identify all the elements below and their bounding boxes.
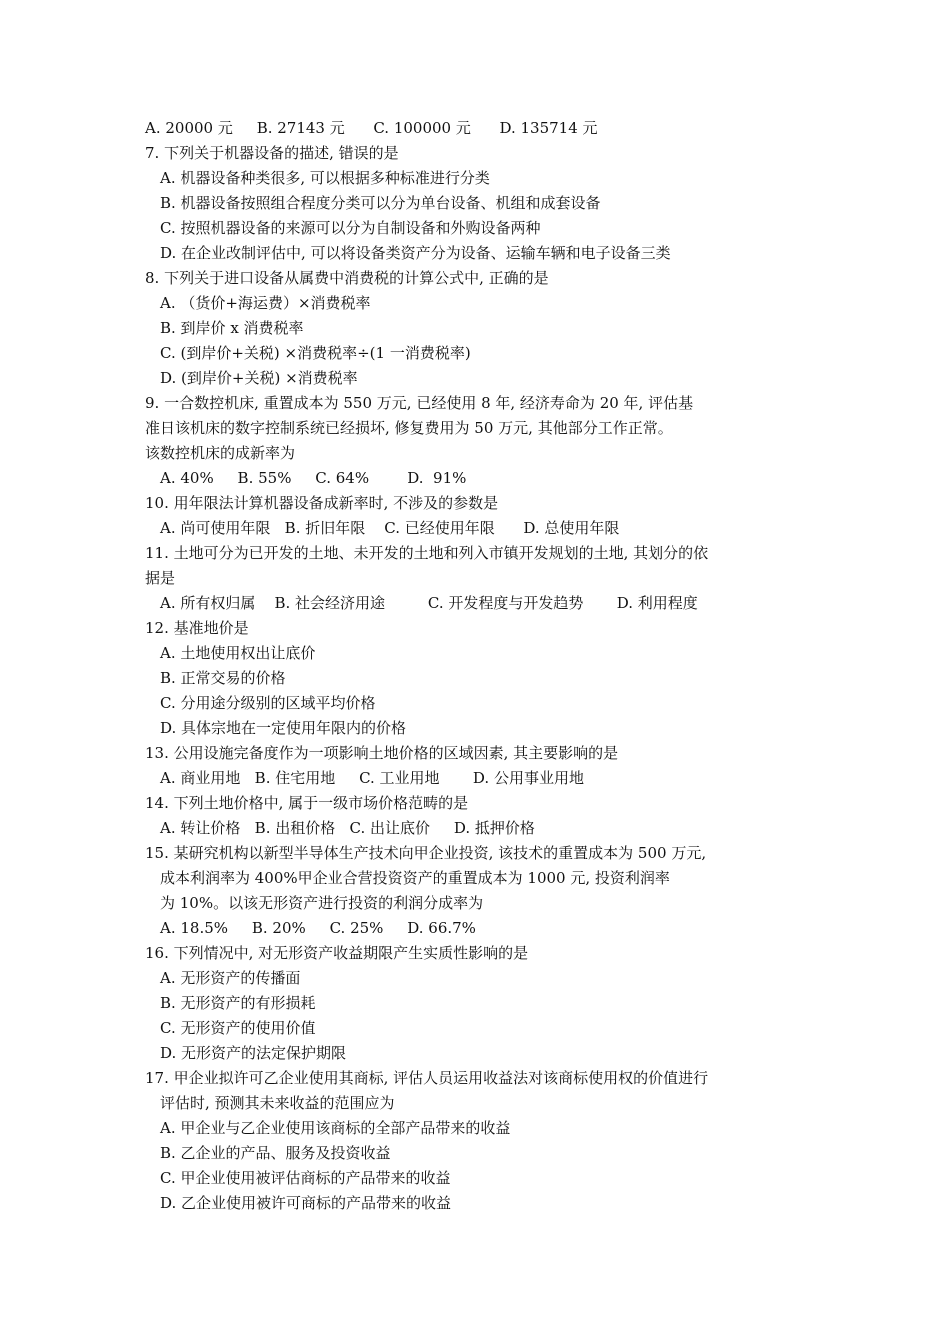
q11-stem-line1: 11. 土地可分为已开发的土地、未开发的土地和列入市镇开发规划的土地, 其划分的依 (145, 544, 709, 562)
q11-options: A. 所有权归属 B. 社会经济用途 C. 开发程度与开发趋势 D. 利用程度 (160, 594, 698, 612)
q7-stem: 7. 下列关于机器设备的描述, 错误的是 (145, 144, 399, 162)
q8-option-d: D. (到岸价+关税) ×消费税率 (160, 369, 358, 387)
q16-option-a: A. 无形资产的传播面 (160, 969, 301, 987)
q15-stem-line2: 成本利润率为 400%甲企业合营投资资产的重置成本为 1000 元, 投资利润率 (160, 869, 670, 887)
q11-stem-line2: 据是 (145, 569, 176, 587)
q13-options: A. 商业用地 B. 住宅用地 C. 工业用地 D. 公用事业用地 (160, 769, 584, 787)
q10-options: A. 尚可使用年限 B. 折旧年限 C. 已经使用年限 D. 总使用年限 (160, 519, 620, 537)
q9-stem-line1: 9. 一合数控机床, 重置成本为 550 万元, 已经使用 8 年, 经济寿命为 20 年, 评估基 (145, 394, 694, 412)
q9-stem-line2: 准日该机床的数字控制系统已经损坏, 修复费用为 50 万元, 其他部分工作正常。 (145, 419, 673, 437)
q8-option-a: A. （货价+海运费）×消费税率 (160, 294, 371, 312)
q16-stem: 16. 下列情况中, 对无形资产收益期限产生实质性影响的是 (145, 944, 529, 962)
q8-stem: 8. 下列关于进口设备从属费中消费税的计算公式中, 正确的是 (145, 269, 549, 287)
q15-options: A. 18.5% B. 20% C. 25% D. 66.7% (160, 919, 476, 937)
q17-option-d: D. 乙企业使用被许可商标的产品带来的收益 (160, 1194, 452, 1212)
q14-stem: 14. 下列土地价格中, 属于一级市场价格范畴的是 (145, 794, 469, 812)
q16-option-d: D. 无形资产的法定保护期限 (160, 1044, 347, 1062)
q17-option-b: B. 乙企业的产品、服务及投资收益 (160, 1144, 391, 1162)
q13-stem: 13. 公用设施完备度作为一项影响土地价格的区域因素, 其主要影响的是 (145, 744, 619, 762)
q17-option-a: A. 甲企业与乙企业使用该商标的全部产品带来的收益 (160, 1119, 511, 1137)
q17-stem-line1: 17. 甲企业拟许可乙企业使用其商标, 评估人员运用收益法对该商标使用权的价值进行 (145, 1069, 709, 1087)
q12-option-c: C. 分用途分级别的区域平均价格 (160, 694, 376, 712)
q14-options: A. 转让价格 B. 出租价格 C. 出让底价 D. 抵押价格 (160, 819, 535, 837)
q12-option-a: A. 土地使用权出让底价 (160, 644, 316, 662)
q7-option-b: B. 机器设备按照组合程度分类可以分为单台设备、机组和成套设备 (160, 194, 601, 212)
q12-option-b: B. 正常交易的价格 (160, 669, 286, 687)
q8-option-c: C. (到岸价+关税) ×消费税率÷(1 一消费税率) (160, 344, 471, 362)
q10-stem: 10. 用年限法计算机器设备成新率时, 不涉及的参数是 (145, 494, 499, 512)
q7-option-c: C. 按照机器设备的来源可以分为自制设备和外购设备两种 (160, 219, 541, 237)
q16-option-c: C. 无形资产的使用价值 (160, 1019, 316, 1037)
q7-option-a: A. 机器设备种类很多, 可以根据多种标准进行分类 (160, 169, 490, 187)
q6-options: A. 20000 元 B. 27143 元 C. 100000 元 D. 135714 元 (145, 119, 598, 137)
q9-stem-line3: 该数控机床的成新率为 (145, 444, 296, 462)
q15-stem-line1: 15. 某研究机构以新型半导体生产技术向甲企业投资, 该技术的重置成本为 500 万元, (145, 844, 707, 862)
q12-option-d: D. 具体宗地在一定使用年限内的价格 (160, 719, 407, 737)
q9-options: A. 40% B. 55% C. 64% D. 91% (160, 469, 467, 487)
q17-option-c: C. 甲企业使用被评估商标的产品带来的收益 (160, 1169, 451, 1187)
q16-option-b: B. 无形资产的有形损耗 (160, 994, 316, 1012)
q7-option-d: D. 在企业改制评估中, 可以将设备类资产分为设备、运输车辆和电子设备三类 (160, 244, 671, 262)
q15-stem-line3: 为 10%。以该无形资产进行投资的利润分成率为 (160, 894, 484, 912)
q17-stem-line2: 评估时, 预测其未来收益的范围应为 (160, 1094, 395, 1112)
q12-stem: 12. 基准地价是 (145, 619, 249, 637)
q8-option-b: B. 到岸价 x 消费税率 (160, 319, 304, 337)
